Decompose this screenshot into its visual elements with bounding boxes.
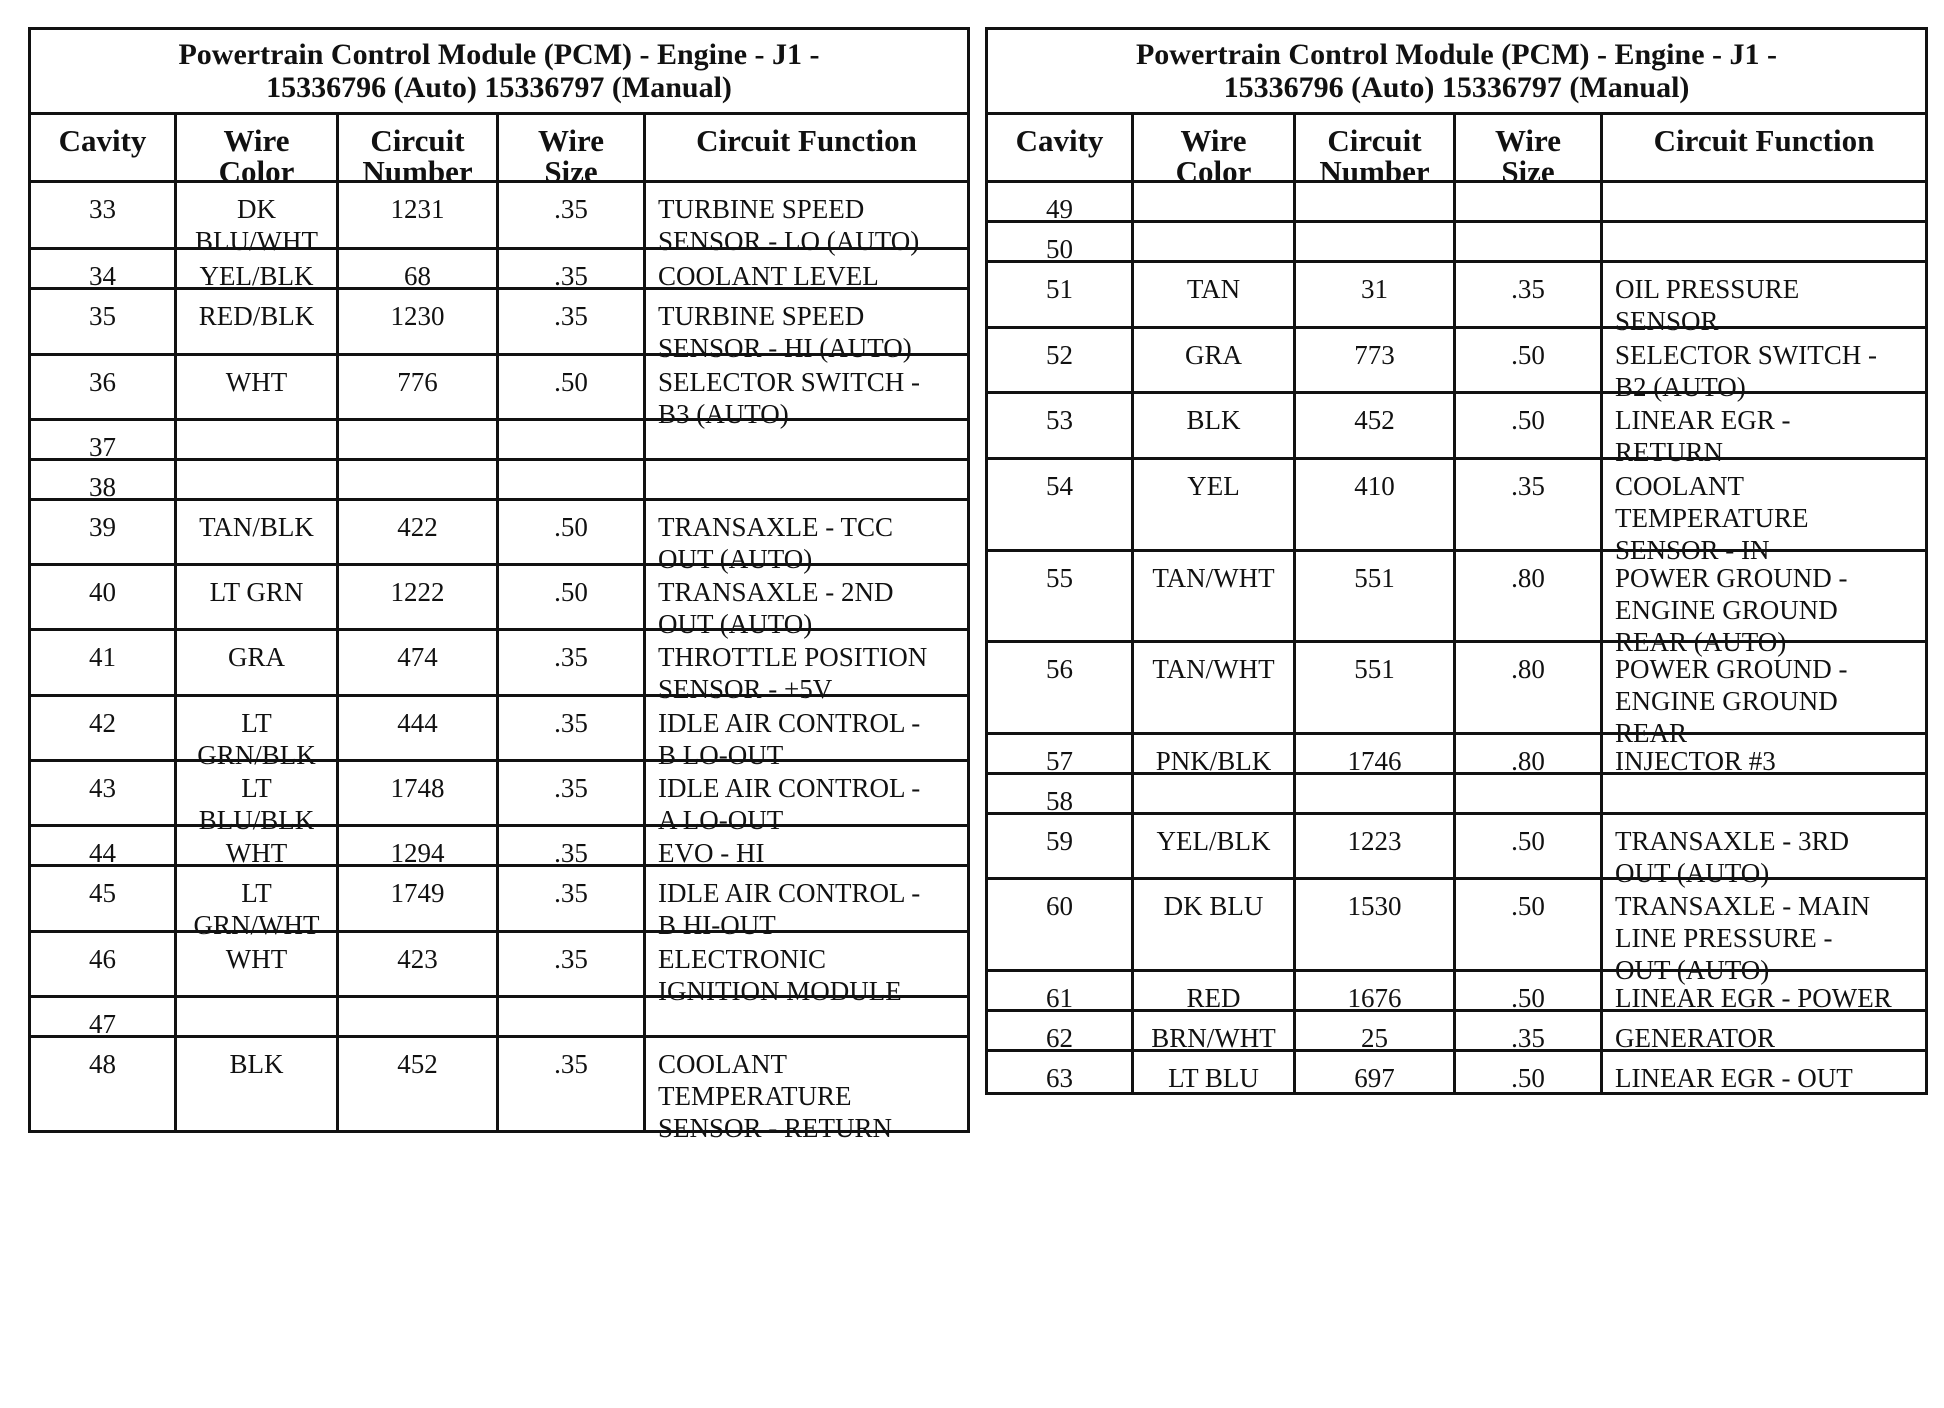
header-circuit-number: Circuit Number <box>1296 115 1456 180</box>
wire-size-cell: .35 <box>499 933 646 995</box>
wire-size-cell: .35 <box>499 697 646 759</box>
circuit-number-cell: 1530 <box>1296 880 1456 969</box>
circuit-number-cell: 1748 <box>339 762 499 824</box>
circuit-number-cell: 68 <box>339 250 499 287</box>
cavity-cell: 59 <box>988 815 1134 877</box>
table-row <box>31 697 967 770</box>
wire-color-cell <box>177 421 339 458</box>
wire-color-cell: RED <box>1134 972 1296 1009</box>
wire-size-cell: .50 <box>499 566 646 628</box>
table-row <box>31 1038 967 1143</box>
table-row <box>31 501 967 574</box>
wire-size-cell: .35 <box>1456 263 1603 326</box>
table-row <box>988 394 1925 467</box>
cavity-cell: 53 <box>988 394 1134 457</box>
circuit-number-cell: 452 <box>339 1038 499 1130</box>
circuit-number-cell: 551 <box>1296 552 1456 640</box>
table-row <box>31 631 967 704</box>
circuit-function-cell: OIL PRESSURE SENSOR <box>1615 274 1800 336</box>
cavity-cell: 45 <box>31 867 177 930</box>
table-row <box>31 867 967 940</box>
cavity-cell: 42 <box>31 697 177 759</box>
circuit-function-cell: TURBINE SPEED SENSOR - HI (AUTO) <box>658 301 912 363</box>
wire-color-cell <box>1134 223 1296 260</box>
circuit-number-cell <box>339 998 499 1035</box>
wire-size-cell: .50 <box>1456 394 1603 457</box>
table-row <box>988 880 1925 985</box>
cavity-cell: 55 <box>988 552 1134 640</box>
wire-size-cell: .50 <box>1456 815 1603 877</box>
wire-size-cell: .35 <box>499 631 646 694</box>
circuit-number-cell <box>1296 775 1456 812</box>
wire-color-cell: RED/BLK <box>177 290 339 353</box>
wire-color-cell <box>177 998 339 1035</box>
wire-color-cell: WHT <box>177 933 339 995</box>
cavity-cell: 43 <box>31 762 177 824</box>
wire-size-cell: .35 <box>1456 1012 1603 1049</box>
circuit-number-cell: 1294 <box>339 827 499 864</box>
header-wire-color: Wire Color <box>177 115 339 180</box>
cavity-cell: 52 <box>988 329 1134 391</box>
circuit-number-cell: 697 <box>1296 1052 1456 1092</box>
circuit-function-cell <box>1603 223 1925 260</box>
cavity-cell: 38 <box>31 461 177 498</box>
wire-size-cell: .35 <box>499 827 646 864</box>
wire-color-cell: YEL/BLK <box>177 250 339 287</box>
header-circuit-number: Circuit Number <box>339 115 499 180</box>
wire-color-cell: TAN/WHT <box>1134 552 1296 640</box>
circuit-function-cell: IDLE AIR CONTROL - B HI-OUT <box>658 878 921 940</box>
circuit-function-cell: TRANSAXLE - 2ND OUT (AUTO) <box>658 577 894 639</box>
wire-color-cell: TAN/WHT <box>1134 643 1296 732</box>
wire-color-cell: TAN/BLK <box>177 501 339 563</box>
circuit-function-cell: TRANSAXLE - TCC OUT (AUTO) <box>658 512 894 574</box>
cavity-cell: 36 <box>31 356 177 418</box>
circuit-number-cell: 773 <box>1296 329 1456 391</box>
wire-size-cell: .35 <box>499 183 646 247</box>
wire-color-cell: WHT <box>177 827 339 864</box>
header-wire-size: Wire Size <box>499 115 646 180</box>
circuit-number-cell: 423 <box>339 933 499 995</box>
table-row <box>988 775 1925 815</box>
wire-color-cell: BRN/WHT <box>1134 1012 1296 1049</box>
cavity-cell: 60 <box>988 880 1134 969</box>
header-circuit-function: Circuit Function <box>696 123 917 158</box>
wire-color-cell: DK BLU/WHT <box>177 183 339 247</box>
wire-color-cell: YEL <box>1134 460 1296 549</box>
circuit-function-cell: EVO - HI <box>658 838 765 868</box>
table-row <box>31 998 967 1038</box>
cavity-cell: 58 <box>988 775 1134 812</box>
cavity-cell: 35 <box>31 290 177 353</box>
circuit-function-cell: IDLE AIR CONTROL - A LO-OUT <box>658 773 921 835</box>
cavity-cell: 37 <box>31 421 177 458</box>
wire-color-cell <box>1134 775 1296 812</box>
table-row <box>31 566 967 639</box>
cavity-cell: 46 <box>31 933 177 995</box>
circuit-function-cell: COOLANT TEMPERATURE SENSOR - RETURN <box>658 1049 893 1143</box>
circuit-number-cell: 31 <box>1296 263 1456 326</box>
circuit-number-cell: 1746 <box>1296 735 1456 772</box>
cavity-cell: 40 <box>31 566 177 628</box>
circuit-number-cell <box>339 461 499 498</box>
circuit-number-cell: 551 <box>1296 643 1456 732</box>
table-row <box>988 329 1925 402</box>
table-row <box>988 643 1925 748</box>
wire-color-cell <box>177 461 339 498</box>
cavity-cell: 50 <box>988 223 1134 260</box>
circuit-function-cell: LINEAR EGR - POWER <box>1615 983 1892 1013</box>
wire-color-cell <box>1134 183 1296 220</box>
circuit-number-cell: 1231 <box>339 183 499 247</box>
pcm-table-left <box>28 27 970 1143</box>
circuit-number-cell: 410 <box>1296 460 1456 549</box>
wire-color-cell: GRA <box>177 631 339 694</box>
wire-size-cell: .35 <box>499 867 646 930</box>
wire-color-cell: LT BLU/BLK <box>177 762 339 824</box>
wire-color-cell: LT GRN <box>177 566 339 628</box>
wire-size-cell <box>499 421 646 458</box>
wire-size-cell: .80 <box>1456 735 1603 772</box>
table-row <box>988 1052 1925 1092</box>
circuit-function-cell: POWER GROUND - ENGINE GROUND REAR <box>1615 654 1848 748</box>
table-row <box>988 1012 1925 1052</box>
wire-size-cell: .35 <box>499 1038 646 1130</box>
table-row <box>988 263 1925 336</box>
circuit-number-cell: 1676 <box>1296 972 1456 1009</box>
header-row <box>988 115 1925 189</box>
wire-color-cell: DK BLU <box>1134 880 1296 969</box>
header-cavity: Cavity <box>988 115 1134 180</box>
wire-color-cell: BLK <box>1134 394 1296 457</box>
circuit-function-cell: TURBINE SPEED SENSOR - LO (AUTO) <box>658 194 920 256</box>
table-row <box>31 461 967 501</box>
circuit-number-cell: 25 <box>1296 1012 1456 1049</box>
circuit-function-cell: THROTTLE POSITION SENSOR - +5V <box>658 642 928 704</box>
table-row <box>988 183 1925 223</box>
circuit-number-cell: 1749 <box>339 867 499 930</box>
circuit-function-cell: ELECTRONIC IGNITION MODULE <box>658 944 902 1006</box>
table-grid <box>31 115 967 1143</box>
wire-color-cell: PNK/BLK <box>1134 735 1296 772</box>
table-row <box>31 762 967 835</box>
circuit-number-cell: 422 <box>339 501 499 563</box>
wire-size-cell: .50 <box>499 356 646 418</box>
header-row <box>31 115 967 189</box>
wire-size-cell: .80 <box>1456 643 1603 732</box>
wire-size-cell <box>499 998 646 1035</box>
table-row <box>31 356 967 429</box>
circuit-number-cell: 444 <box>339 697 499 759</box>
header-circuit-function: Circuit Function <box>1653 123 1875 158</box>
circuit-function-cell: TRANSAXLE - MAIN LINE PRESSURE - OUT (AUTO) <box>1615 891 1870 985</box>
wire-size-cell: .35 <box>499 762 646 824</box>
circuit-function-cell: COOLANT TEMPERATURE SENSOR - IN <box>1615 471 1809 565</box>
wire-size-cell <box>1456 223 1603 260</box>
circuit-number-cell <box>339 421 499 458</box>
circuit-function-cell: TRANSAXLE - 3RD OUT (AUTO) <box>1615 826 1849 888</box>
table-grid <box>988 115 1925 1092</box>
table-row <box>31 933 967 1006</box>
wire-size-cell: .50 <box>499 501 646 563</box>
table-row <box>988 735 1925 775</box>
cavity-cell: 54 <box>988 460 1134 549</box>
header-wire-color: Wire Color <box>1134 115 1296 180</box>
cavity-cell: 62 <box>988 1012 1134 1049</box>
circuit-function-cell: COOLANT LEVEL <box>658 261 879 291</box>
table-row <box>988 460 1925 565</box>
wire-size-cell <box>1456 183 1603 220</box>
table-row <box>988 223 1925 263</box>
circuit-function-cell <box>646 998 967 1035</box>
circuit-function-cell <box>1603 183 1925 220</box>
cavity-cell: 51 <box>988 263 1134 326</box>
wire-size-cell: .50 <box>1456 880 1603 969</box>
wire-size-cell: .50 <box>1456 972 1603 1009</box>
table-row <box>31 250 967 290</box>
circuit-function-cell: IDLE AIR CONTROL - B LO-OUT <box>658 708 921 770</box>
wire-size-cell: .80 <box>1456 552 1603 640</box>
cavity-cell: 33 <box>31 183 177 247</box>
wire-size-cell: .35 <box>1456 460 1603 549</box>
wire-color-cell: BLK <box>177 1038 339 1130</box>
wire-color-cell: LT GRN/WHT <box>177 867 339 930</box>
cavity-cell: 61 <box>988 972 1134 1009</box>
circuit-function-cell: SELECTOR SWITCH - B3 (AUTO) <box>658 367 920 429</box>
wire-size-cell: .50 <box>1456 1052 1603 1092</box>
circuit-number-cell: 1223 <box>1296 815 1456 877</box>
circuit-function-cell: LINEAR EGR - RETURN <box>1615 405 1791 467</box>
circuit-number-cell <box>1296 183 1456 220</box>
cavity-cell: 44 <box>31 827 177 864</box>
cavity-cell: 56 <box>988 643 1134 732</box>
wire-size-cell: .35 <box>499 290 646 353</box>
wire-size-cell: .50 <box>1456 329 1603 391</box>
circuit-function-cell: POWER GROUND - ENGINE GROUND REAR (AUTO) <box>1615 563 1848 657</box>
cavity-cell: 63 <box>988 1052 1134 1092</box>
pcm-table-right <box>985 27 1928 1095</box>
circuit-function-cell <box>646 461 967 498</box>
circuit-number-cell <box>1296 223 1456 260</box>
wire-size-cell <box>1456 775 1603 812</box>
wire-size-cell <box>499 461 646 498</box>
circuit-function-cell: SELECTOR SWITCH - B2 (AUTO) <box>1615 340 1877 402</box>
table-row <box>988 972 1925 1012</box>
table-row <box>31 290 967 363</box>
table-row <box>31 183 967 256</box>
header-wire-size: Wire Size <box>1456 115 1603 180</box>
cavity-cell: 57 <box>988 735 1134 772</box>
wire-color-cell: LT GRN/BLK <box>177 697 339 759</box>
cavity-cell: 41 <box>31 631 177 694</box>
wire-size-cell: .35 <box>499 250 646 287</box>
wire-color-cell: YEL/BLK <box>1134 815 1296 877</box>
table-row <box>31 421 967 461</box>
table-row <box>988 552 1925 657</box>
cavity-cell: 49 <box>988 183 1134 220</box>
wire-color-cell: WHT <box>177 356 339 418</box>
circuit-function-cell: INJECTOR #3 <box>1615 746 1776 776</box>
cavity-cell: 48 <box>31 1038 177 1130</box>
table-title: Powertrain Control Module (PCM) - Engine - J1 - 15336796 (Auto) 15336797 (Manual) <box>988 30 1925 115</box>
cavity-cell: 47 <box>31 998 177 1035</box>
circuit-function-cell <box>646 421 967 458</box>
wire-color-cell: LT BLU <box>1134 1052 1296 1092</box>
circuit-number-cell: 776 <box>339 356 499 418</box>
header-cavity: Cavity <box>31 115 177 180</box>
circuit-number-cell: 1230 <box>339 290 499 353</box>
cavity-cell: 34 <box>31 250 177 287</box>
wire-color-cell: TAN <box>1134 263 1296 326</box>
circuit-number-cell: 474 <box>339 631 499 694</box>
circuit-function-cell: GENERATOR <box>1615 1023 1776 1053</box>
table-row <box>31 827 967 867</box>
circuit-number-cell: 1222 <box>339 566 499 628</box>
table-row <box>988 815 1925 888</box>
circuit-number-cell: 452 <box>1296 394 1456 457</box>
circuit-function-cell: LINEAR EGR - OUT <box>1615 1063 1853 1093</box>
cavity-cell: 39 <box>31 501 177 563</box>
circuit-function-cell <box>1603 775 1925 812</box>
table-title: Powertrain Control Module (PCM) - Engine - J1 - 15336796 (Auto) 15336797 (Manual) <box>31 30 967 115</box>
wire-color-cell: GRA <box>1134 329 1296 391</box>
